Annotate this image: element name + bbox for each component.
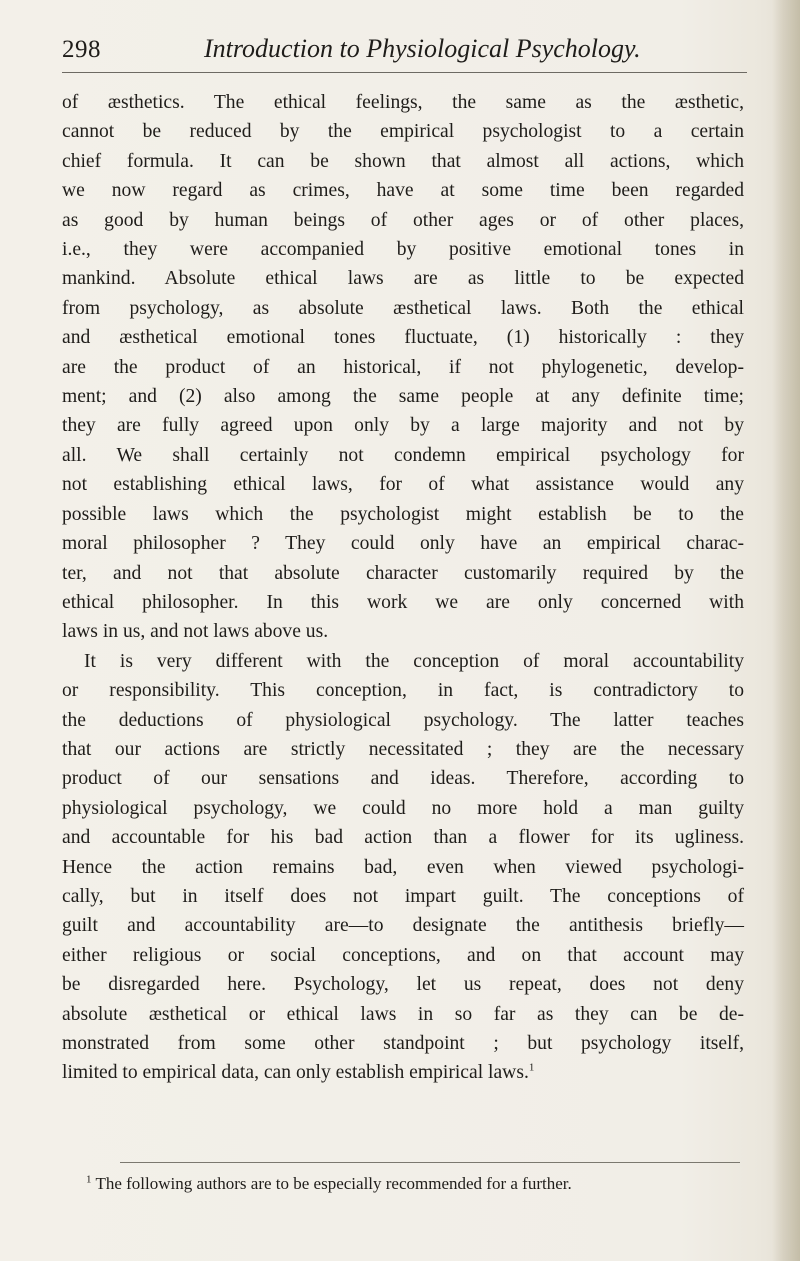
text-line: or responsibility. This conception, in fact, is contradictory to	[62, 680, 744, 702]
text-line: monstrated from some other standpoint ; but psychology itself,	[62, 1033, 744, 1054]
text-line: laws in us, and not laws above us.	[62, 621, 329, 643]
page-number: 298	[62, 36, 101, 63]
running-title: Introduction to Physiological Psychology.	[204, 34, 641, 63]
text-line: i.e., they were accompanied by positive emotional tones in	[62, 239, 744, 261]
text-line: and accountable for his bad action than a flower for its ugliness.	[62, 827, 744, 849]
footnote-marker: 1	[86, 1173, 92, 1186]
page-header	[62, 30, 742, 70]
text-line: that our actions are strictly necessitated ; they are the necessary	[62, 738, 744, 760]
footnote-text: The following authors are to be especially recommended for a further.	[95, 1174, 572, 1193]
text-line: absolute æsthetical or ethical laws in so far as they can be de-	[62, 1003, 744, 1025]
text-line: physiological psychology, we could no more hold a man guilty	[62, 797, 744, 819]
text-line: product of our sensations and ideas. Therefore, according to	[62, 768, 744, 790]
body-text	[62, 88, 744, 1088]
text-line: are the product of an historical, if not phylogenetic, develop-	[62, 356, 744, 378]
text-line: we now regard as crimes, have at some time been regarded	[62, 180, 744, 202]
text-line: and æsthetical emotional tones fluctuate, (1) historically : they	[62, 327, 744, 349]
text-line: either religious or social conceptions, and on that account may	[62, 944, 744, 966]
text-line: from psychology, as absolute æsthetical laws. Both the ethical	[62, 297, 744, 319]
text-line: of æsthetics. The ethical feelings, the same as the æsthetic,	[62, 92, 744, 113]
text-line: they are fully agreed upon only by a large majority and not by	[62, 415, 744, 437]
text-line-final	[62, 1058, 744, 1087]
text-line: the deductions of physiological psychology. The latter teaches	[62, 709, 744, 731]
footnote-reference[interactable]: 1	[528, 1061, 535, 1074]
page-edge-shadow	[772, 0, 800, 1261]
text-line: cannot be reduced by the empirical psychologist to a certain	[62, 121, 744, 143]
text-line: mankind. Absolute ethical laws are as little to be expected	[62, 268, 744, 290]
text-line: not establishing ethical laws, for of what assistance would any	[62, 474, 744, 496]
text-line: guilt and accountability are—to designate the antithesis briefly—	[62, 915, 744, 937]
text-line: cally, but in itself does not impart guilt. The conceptions of	[62, 885, 744, 907]
footnote	[86, 1174, 572, 1194]
footnote-rule	[120, 1162, 740, 1163]
text-line: moral philosopher ? They could only have an empirical charac-	[62, 533, 744, 555]
text-line: Hence the action remains bad, even when viewed psychologi-	[62, 856, 744, 878]
text-line: chief formula. It can be shown that almost all actions, which	[62, 150, 744, 172]
text-line-paragraph-start: It is very different with the conception of moral accountability	[84, 650, 744, 672]
text-line: all. We shall certainly not condemn empirical psychology for	[62, 444, 744, 466]
text-line: as good by human beings of other ages or of other places,	[62, 209, 744, 231]
text-line: ter, and not that absolute character customarily required by the	[62, 562, 744, 584]
text-line: possible laws which the psychologist might establish be to the	[62, 503, 744, 525]
text-line: ment; and (2) also among the same people at any definite time;	[62, 386, 744, 408]
text-line: be disregarded here. Psychology, let us repeat, does not deny	[62, 974, 744, 996]
final-line-text: limited to empirical data, can only establish empirical laws.	[62, 1062, 529, 1084]
header-rule	[62, 72, 747, 73]
text-line: ethical philosopher. In this work we are only concerned with	[62, 591, 744, 613]
